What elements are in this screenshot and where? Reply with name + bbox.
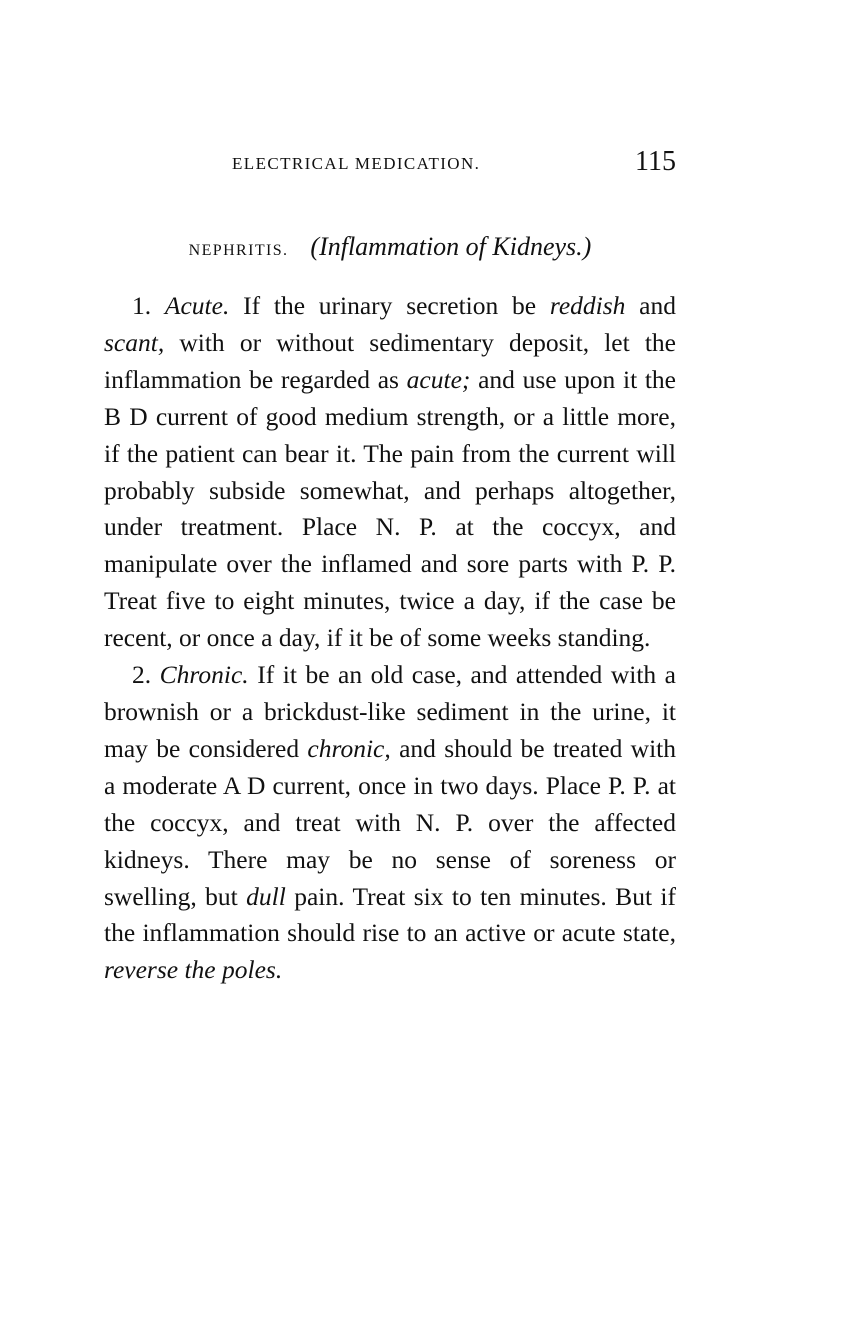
run-text: and use upon it the B D current of good medium strength, or a little more, if the patient can bear it. The pain from the current will probably subside somewhat, and perhaps altogether, under treatment. Place N. P. at the coccyx, and manipulate over the inflamed and sore parts with P. P. Treat five to eight minutes, twice a day, if the case be recent, or once a day, if it be of some weeks standing. bbox=[104, 364, 676, 653]
run-text: Acute. bbox=[164, 291, 230, 320]
section-label: NEPHRITIS. bbox=[188, 242, 289, 259]
run-text: reddish bbox=[549, 291, 626, 320]
paragraph-acute bbox=[104, 288, 676, 657]
paragraph-number: 2. bbox=[132, 660, 152, 690]
section-subtitle: (Inflammation of Kidneys.) bbox=[310, 232, 592, 261]
run-text: dull bbox=[246, 881, 286, 911]
run-text: reverse the poles. bbox=[104, 955, 283, 985]
paragraph-chronic bbox=[104, 657, 676, 989]
run-text: If the urinary secretion be bbox=[229, 291, 550, 320]
run-text: scant, bbox=[104, 327, 165, 357]
run-text: with or without sedimentary deposit, let the inflammation be regarded as bbox=[104, 327, 676, 394]
run-text: pain. Treat six to ten minutes. But if the inflammation should rise to an active or acute state, bbox=[104, 881, 677, 948]
section-heading bbox=[104, 232, 676, 262]
body-text bbox=[104, 288, 676, 989]
page-number: 115 bbox=[635, 146, 676, 177]
run-text: and bbox=[625, 291, 676, 320]
run-text: and should be treated with a moderate A D current, once in two days. Place P. P. at the coccyx, and treat with N. P. over the affected kidneys. There may be no sense of soreness or swelling, but bbox=[104, 733, 676, 911]
run-text: acute; bbox=[406, 364, 471, 394]
running-head bbox=[232, 146, 676, 182]
run-text: If it be an old case, and attended with a brownish or a brickdust-like sediment in the urine, it may be considered bbox=[104, 660, 676, 763]
paragraph-number: 1. bbox=[132, 291, 152, 320]
run-text: Chronic. bbox=[159, 660, 249, 690]
running-title: ELECTRICAL MEDICATION. bbox=[232, 154, 481, 173]
run-text: chronic, bbox=[307, 733, 391, 763]
